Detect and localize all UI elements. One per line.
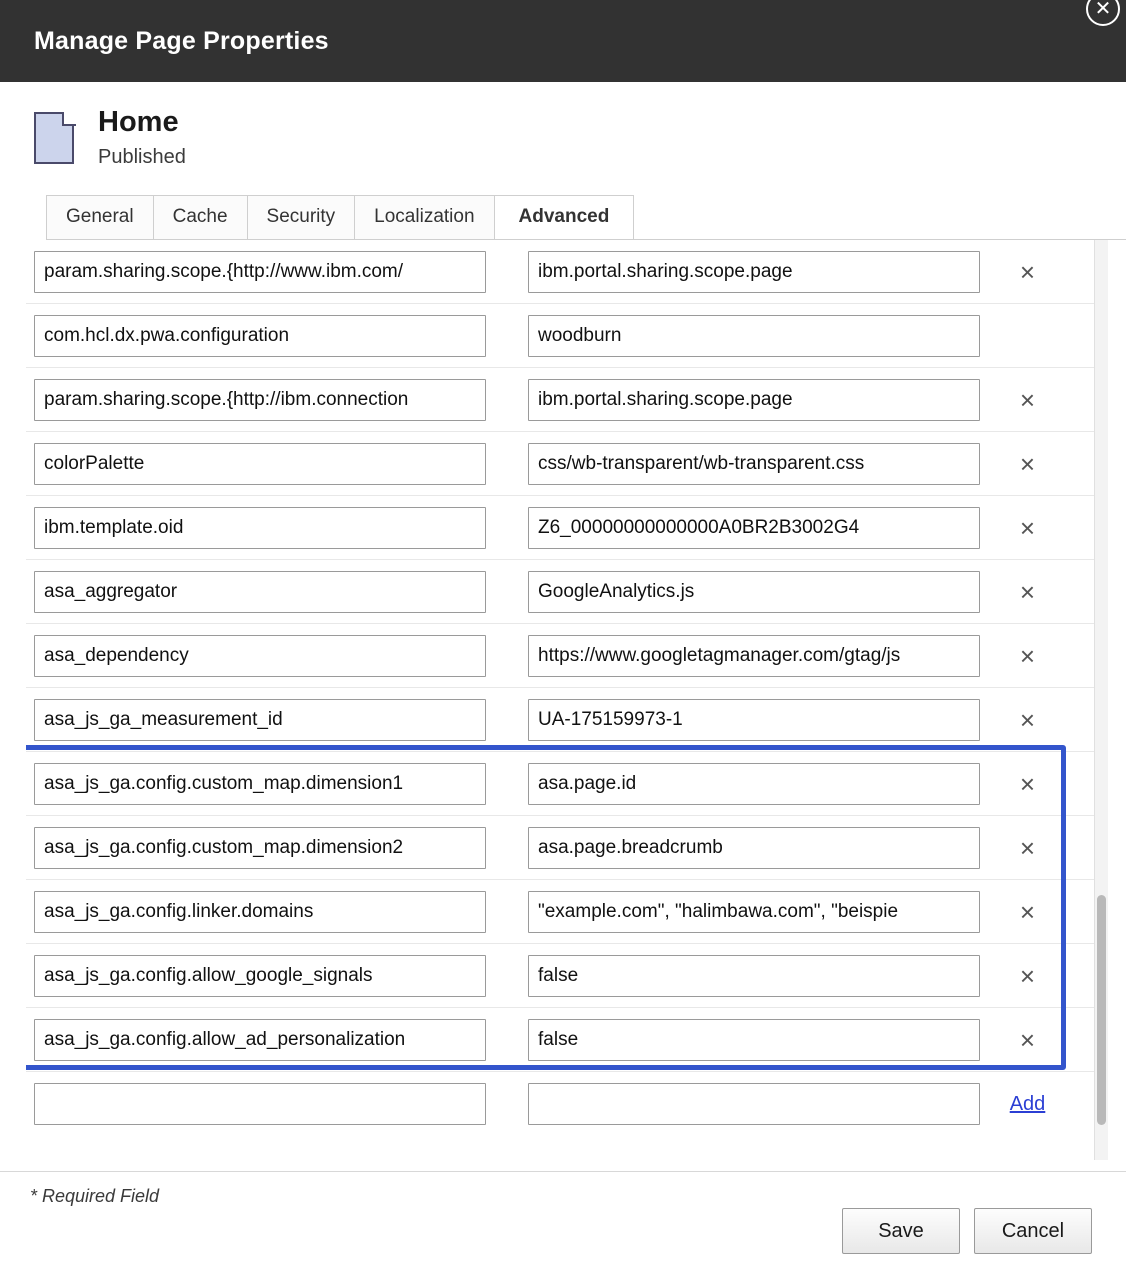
property-value-cell bbox=[486, 379, 956, 421]
property-value-cell bbox=[486, 315, 956, 357]
tab-cache[interactable]: Cache bbox=[153, 195, 248, 239]
property-value-input[interactable] bbox=[528, 251, 980, 293]
page-title-block bbox=[98, 106, 186, 169]
property-action-cell bbox=[956, 576, 1099, 607]
remove-property-icon[interactable]: × bbox=[1019, 896, 1036, 927]
new-property-name-cell bbox=[26, 1083, 486, 1125]
property-name-input[interactable] bbox=[34, 443, 486, 485]
property-value-input[interactable] bbox=[528, 763, 980, 805]
property-name-input[interactable] bbox=[34, 699, 486, 741]
add-property-row bbox=[26, 1072, 1099, 1136]
property-value-cell bbox=[486, 763, 956, 805]
property-name-cell bbox=[26, 251, 486, 293]
property-name-cell bbox=[26, 315, 486, 357]
property-value-input[interactable] bbox=[528, 443, 980, 485]
table-row bbox=[26, 432, 1099, 496]
remove-property-icon[interactable]: × bbox=[1019, 256, 1036, 287]
dialog-titlebar bbox=[0, 0, 1126, 82]
property-name-input[interactable] bbox=[34, 827, 486, 869]
new-property-value-input[interactable] bbox=[528, 1083, 980, 1125]
page-status: Published bbox=[98, 146, 186, 169]
property-value-input[interactable] bbox=[528, 571, 980, 613]
property-value-cell bbox=[486, 955, 956, 997]
property-name-cell bbox=[26, 827, 486, 869]
remove-property-icon[interactable]: × bbox=[1019, 1024, 1036, 1055]
remove-property-icon[interactable]: × bbox=[1019, 960, 1036, 991]
property-value-cell bbox=[486, 635, 956, 677]
required-field-note: * Required Field bbox=[30, 1186, 160, 1206]
property-value-cell bbox=[486, 251, 956, 293]
footer-button-group bbox=[842, 1208, 1092, 1254]
page-title: Home bbox=[98, 106, 179, 138]
property-name-input[interactable] bbox=[34, 315, 486, 357]
property-value-cell bbox=[486, 1019, 956, 1061]
property-action-cell bbox=[956, 1024, 1099, 1055]
table-row bbox=[26, 880, 1099, 944]
property-name-cell bbox=[26, 891, 486, 933]
property-name-input[interactable] bbox=[34, 507, 486, 549]
property-value-cell bbox=[486, 571, 956, 613]
remove-property-icon[interactable]: × bbox=[1019, 704, 1036, 735]
table-row bbox=[26, 816, 1099, 880]
page-document-icon bbox=[32, 110, 78, 168]
tab-security[interactable]: Security bbox=[247, 195, 356, 239]
table-row bbox=[26, 368, 1099, 432]
remove-property-icon[interactable]: × bbox=[1019, 640, 1036, 671]
property-action-cell bbox=[956, 256, 1099, 287]
property-name-cell bbox=[26, 1019, 486, 1061]
property-value-input[interactable] bbox=[528, 315, 980, 357]
property-value-input[interactable] bbox=[528, 699, 980, 741]
property-value-input[interactable] bbox=[528, 379, 980, 421]
property-action-cell bbox=[956, 832, 1099, 863]
property-value-input[interactable] bbox=[528, 507, 980, 549]
property-name-cell bbox=[26, 763, 486, 805]
property-name-cell bbox=[26, 699, 486, 741]
property-name-input[interactable] bbox=[34, 571, 486, 613]
property-name-input[interactable] bbox=[34, 251, 486, 293]
remove-property-icon[interactable]: × bbox=[1019, 512, 1036, 543]
property-value-cell bbox=[486, 891, 956, 933]
property-name-cell bbox=[26, 507, 486, 549]
property-name-cell bbox=[26, 635, 486, 677]
save-button[interactable]: Save bbox=[842, 1208, 960, 1254]
property-name-input[interactable] bbox=[34, 1019, 486, 1061]
properties-list bbox=[26, 240, 1100, 1160]
property-value-input[interactable] bbox=[528, 827, 980, 869]
property-action-cell bbox=[956, 448, 1099, 479]
property-name-cell bbox=[26, 443, 486, 485]
property-name-cell bbox=[26, 955, 486, 997]
add-property-link[interactable]: Add bbox=[1009, 1092, 1046, 1115]
scrollbar-thumb[interactable] bbox=[1097, 895, 1106, 1125]
property-action-cell bbox=[956, 384, 1099, 415]
remove-property-icon[interactable]: × bbox=[1019, 576, 1036, 607]
table-row bbox=[26, 304, 1099, 368]
table-row bbox=[26, 624, 1099, 688]
table-row bbox=[26, 688, 1099, 752]
tab-general[interactable]: General bbox=[46, 195, 154, 239]
dialog-title: Manage Page Properties bbox=[34, 26, 329, 55]
property-value-input[interactable] bbox=[528, 955, 980, 997]
property-value-input[interactable] bbox=[528, 891, 980, 933]
advanced-properties-area bbox=[26, 240, 1100, 1160]
remove-property-icon[interactable]: × bbox=[1019, 384, 1036, 415]
property-action-cell bbox=[956, 896, 1099, 927]
remove-property-icon[interactable]: × bbox=[1019, 448, 1036, 479]
tab-localization[interactable]: Localization bbox=[354, 195, 494, 239]
table-row bbox=[26, 496, 1099, 560]
remove-property-icon[interactable]: × bbox=[1019, 832, 1036, 863]
page-header bbox=[0, 82, 1126, 169]
property-value-input[interactable] bbox=[528, 1019, 980, 1061]
table-row bbox=[26, 944, 1099, 1008]
property-name-input[interactable] bbox=[34, 955, 486, 997]
table-row bbox=[26, 1008, 1099, 1072]
property-name-cell bbox=[26, 379, 486, 421]
property-action-cell bbox=[956, 512, 1099, 543]
table-row bbox=[26, 240, 1099, 304]
tab-advanced[interactable]: Advanced bbox=[494, 195, 635, 239]
property-name-input[interactable] bbox=[34, 379, 486, 421]
new-property-value-cell bbox=[486, 1083, 956, 1125]
cancel-button[interactable]: Cancel bbox=[974, 1208, 1092, 1254]
new-property-name-input[interactable] bbox=[34, 1083, 486, 1125]
properties-scrollbar[interactable] bbox=[1094, 240, 1108, 1160]
add-property-action-cell bbox=[956, 1093, 1099, 1116]
table-row bbox=[26, 560, 1099, 624]
property-action-cell bbox=[956, 640, 1099, 671]
property-value-cell bbox=[486, 699, 956, 741]
property-value-cell bbox=[486, 827, 956, 869]
dialog-footer bbox=[0, 1171, 1126, 1288]
property-value-input[interactable] bbox=[528, 635, 980, 677]
property-name-input[interactable] bbox=[34, 763, 486, 805]
property-name-input[interactable] bbox=[34, 891, 486, 933]
property-name-input[interactable] bbox=[34, 635, 486, 677]
property-value-cell bbox=[486, 507, 956, 549]
property-action-cell bbox=[956, 768, 1099, 799]
property-name-cell bbox=[26, 571, 486, 613]
property-action-cell bbox=[956, 704, 1099, 735]
property-tabs bbox=[46, 195, 1126, 240]
close-icon[interactable]: ✕ bbox=[1086, 0, 1120, 26]
property-value-cell bbox=[486, 443, 956, 485]
remove-property-icon[interactable]: × bbox=[1019, 768, 1036, 799]
table-row bbox=[26, 752, 1099, 816]
property-action-cell bbox=[956, 960, 1099, 991]
